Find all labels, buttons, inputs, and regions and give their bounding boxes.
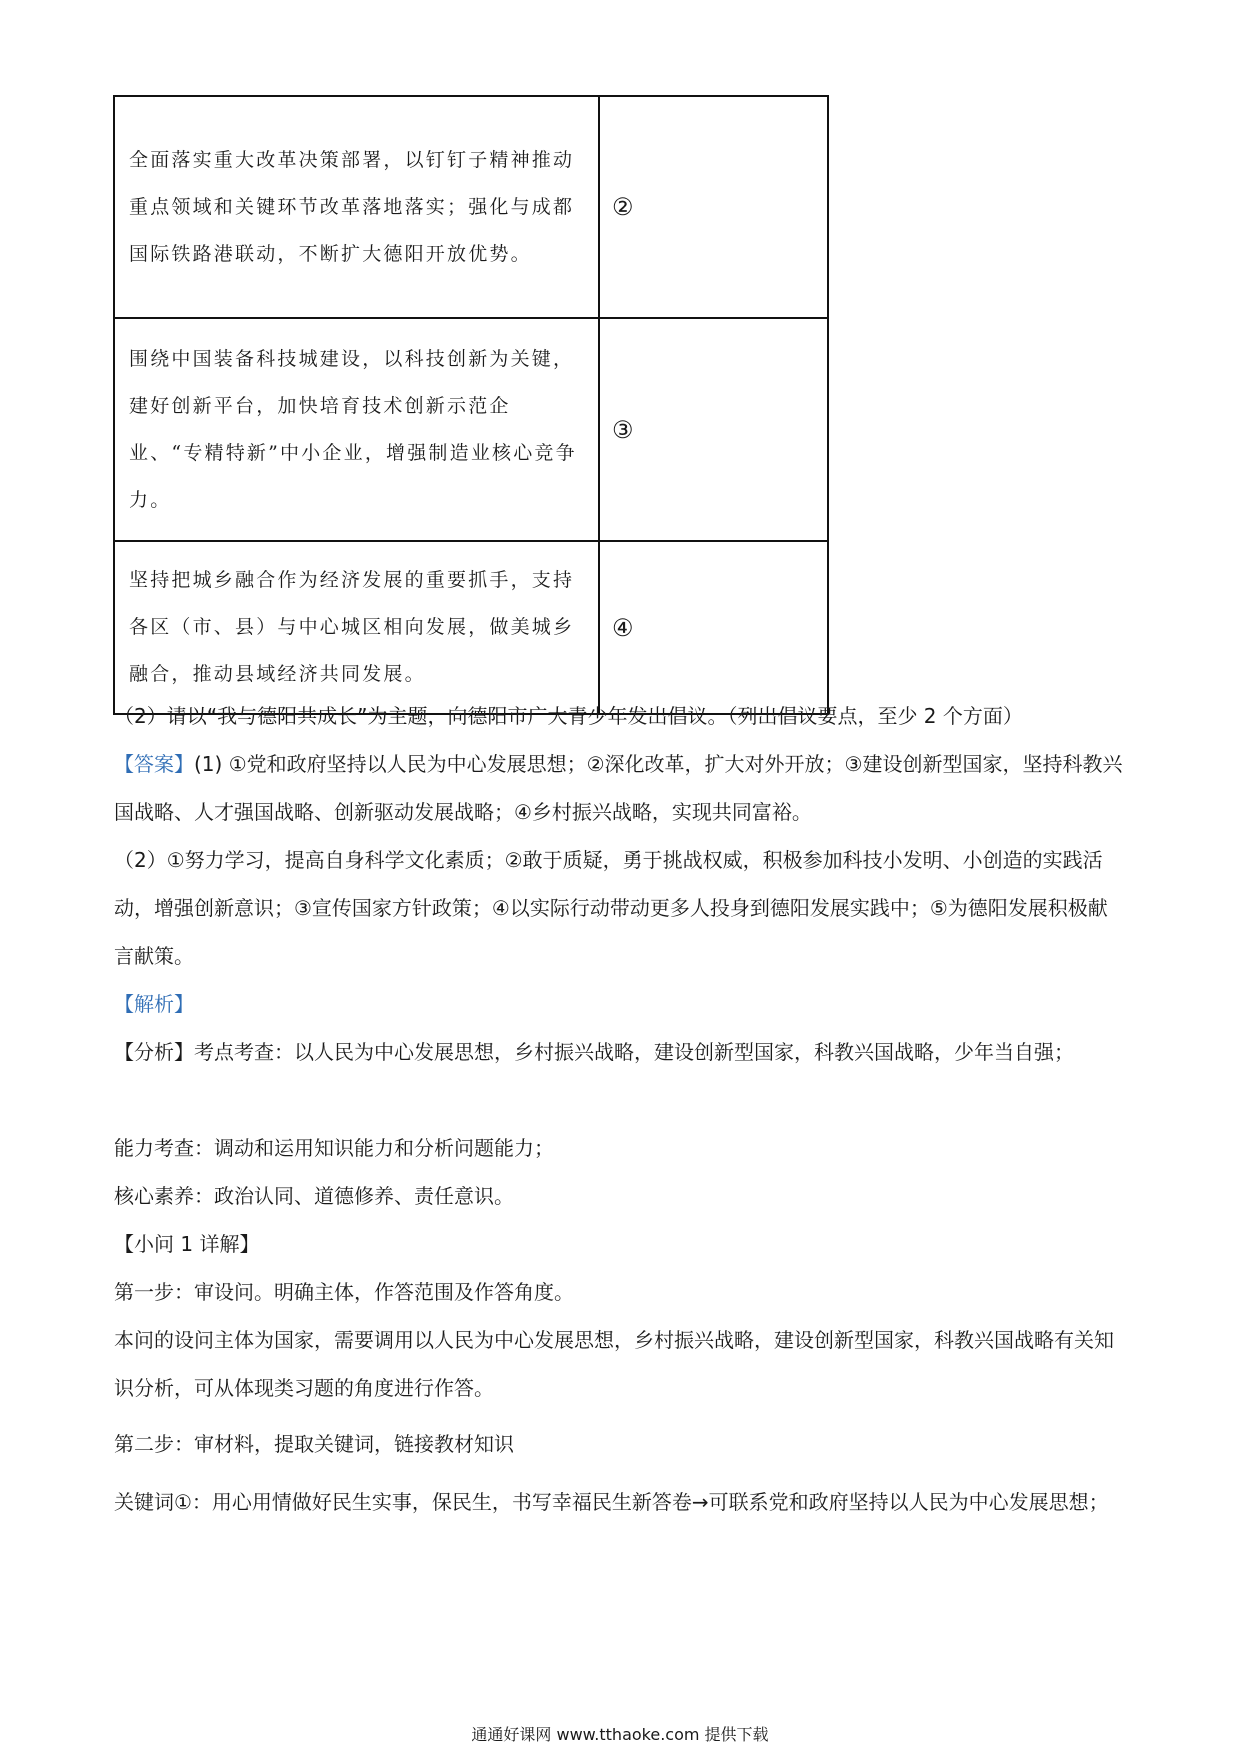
answer-number-cell: ④ (599, 541, 828, 714)
table-row (114, 318, 828, 541)
material-text-cell: 全面落实重大改革决策部署，以钉钉子精神推动重点领域和关键环节改革落地落实；强化与成都国际铁路港联动，不断扩大德阳开放优势。 (114, 96, 599, 318)
answer-number-cell: ③ (599, 318, 828, 541)
material-table (113, 95, 829, 715)
material-text-cell: 坚持把城乡融合作为经济发展的重要抓手，支持各区（市、县）与中心城区相向发展，做美城乡融合，推动县域经济共同发展。 (114, 541, 599, 714)
question-2: （2）请以“我与德阳共成长”为主题，向德阳市广大青少年发出倡议。（列出倡议要点，至少 2 个方面） (114, 704, 1023, 728)
analysis-core: 核心素养：政治认同、道德修养、责任意识。 (114, 1184, 514, 1208)
keyword-1: 关键词①：用心用情做好民生实事，保民生，书写幸福民生新答卷→可联系党和政府坚持以人民为中心发展思想； (114, 1490, 1109, 1514)
step-1-detail: 本问的设问主体为国家，需要调用以人民为中心发展思想，乡村振兴战略，建设创新型国家，科教兴国战略有关知识分析，可从体现类习题的角度进行作答。 (114, 1328, 1114, 1400)
table-row (114, 96, 828, 318)
answer-tag: 【答案】 (114, 752, 194, 776)
answer-part-1 (114, 740, 1126, 836)
analysis-fenxi: 【分析】考点考查：以人民为中心发展思想，乡村振兴战略，建设创新型国家，科教兴国战略，少年当自强； (114, 1040, 1074, 1064)
answer-number-cell: ② (599, 96, 828, 318)
analysis-tag: 【解析】 (114, 992, 194, 1016)
q1-detail-title: 【小问 1 详解】 (114, 1232, 260, 1256)
step-1: 第一步：审设问。明确主体，作答范围及作答角度。 (114, 1280, 574, 1304)
page-footer: 通通好课网 www.tthaoke.com 提供下载 (471, 1725, 769, 1744)
answer-part-2: （2）①努力学习，提高自身科学文化素质；②敢于质疑，勇于挑战权威，积极参加科技小发明、小创造的实践活动，增强创新意识；③宣传国家方针政策；④以实际行动带动更多人投身到德阳发展实践中；⑤为德阳发展积极献言献策。 (114, 848, 1108, 968)
material-text-cell: 围绕中国装备科技城建设，以科技创新为关键，建好创新平台，加快培育技术创新示范企业、“专精特新”中小企业，增强制造业核心竞争力。 (114, 318, 599, 541)
step-2: 第二步：审材料，提取关键词，链接教材知识 (114, 1432, 514, 1456)
answer-part-1-text: (1) ①党和政府坚持以人民为中心发展思想；②深化改革，扩大对外开放；③建设创新型国家，坚持科教兴国战略、人才强国战略、创新驱动发展战略；④乡村振兴战略，实现共同富裕。 (114, 752, 1123, 824)
analysis-ability: 能力考查：调动和运用知识能力和分析问题能力； (114, 1136, 554, 1160)
table-row (114, 541, 828, 714)
